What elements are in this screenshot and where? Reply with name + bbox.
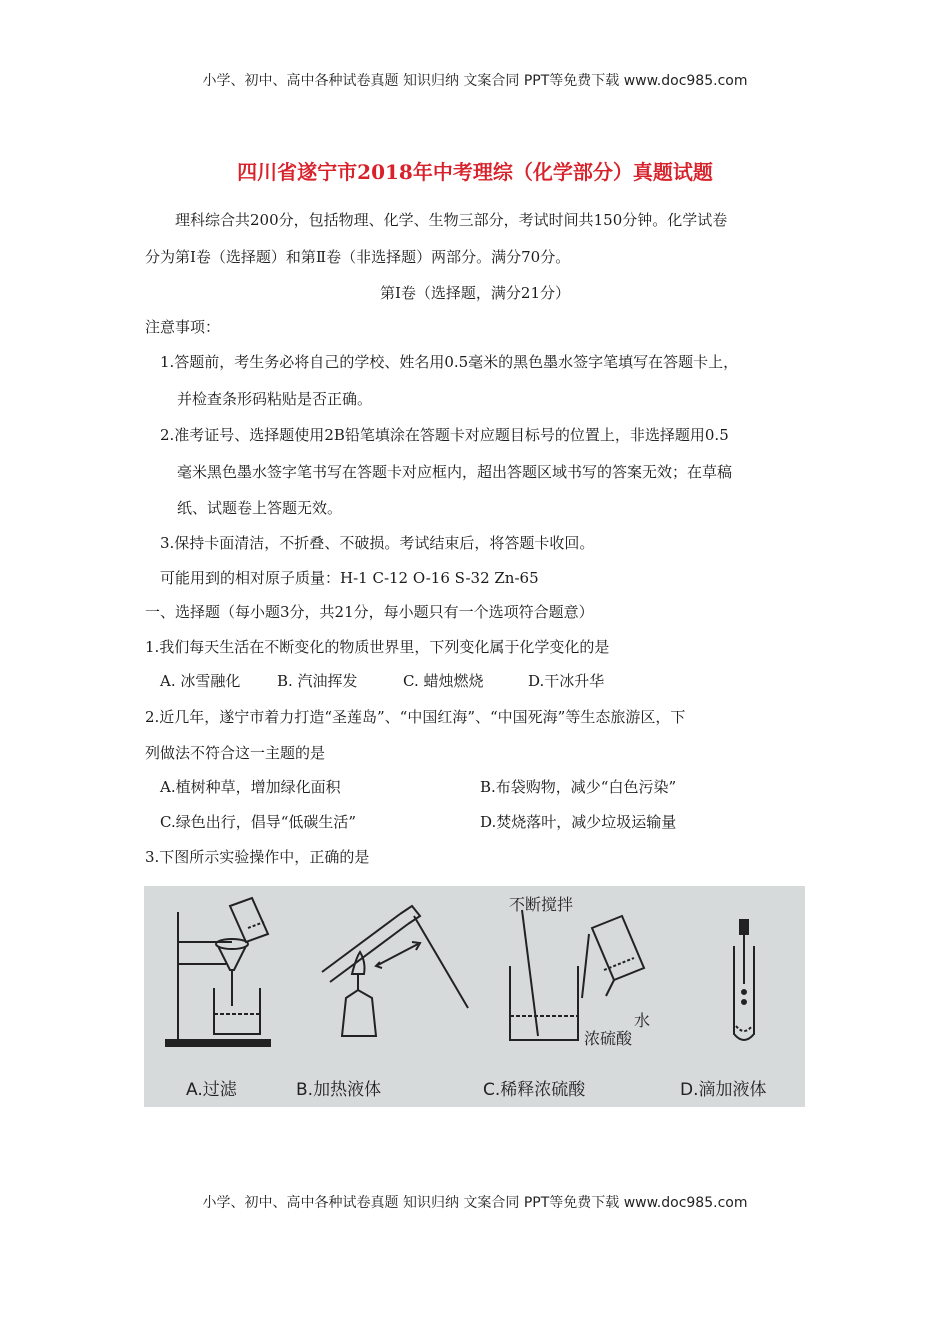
notes-heading: 注意事项： <box>145 318 221 336</box>
lab-operations-figure <box>144 886 805 1107</box>
caption-b: B.加热液体 <box>296 1080 382 1100</box>
note-1: 1.答题前，考生务必将自己的学校、姓名用0.5毫米的黑色墨水签字笔填写在答题卡上， <box>160 353 739 371</box>
note-3: 3.保持卡面清洁，不折叠、不破损。考试结束后，将答题卡收回。 <box>160 534 595 552</box>
intro-line-1: 理科综合共200分，包括物理、化学、生物三部分，考试时间共150分钟。化学试卷 <box>175 211 728 229</box>
dropper-apparatus <box>734 920 754 1040</box>
note-2: 2.准考证号、选择题使用2B铅笔填涂在答题卡对应题目标号的位置上，非选择题用0.5 <box>160 426 729 444</box>
q1-option-a: A. 冰雪融化 <box>160 672 241 690</box>
caption-c: C.稀释浓硫酸 <box>483 1080 586 1100</box>
atomic-masses: 可能用到的相对原子质量：H-1 C-12 O-16 S-32 Zn-65 <box>160 569 539 587</box>
q2-option-d: D.焚烧落叶，减少垃圾运输量 <box>480 813 677 831</box>
intro-line-2: 分为第Ⅰ卷（选择题）和第Ⅱ卷（非选择题）两部分。满分70分。 <box>145 248 571 266</box>
caption-a: A.过滤 <box>186 1080 237 1100</box>
q2-option-b: B.布袋购物，减少“白色污染” <box>480 778 677 796</box>
heating-liquid-apparatus <box>322 906 468 1036</box>
note-1-cont: 并检查条形码粘贴是否正确。 <box>177 390 373 408</box>
section-title: 第Ⅰ卷（选择题，满分21分） <box>379 284 570 302</box>
caption-d: D.滴加液体 <box>680 1080 767 1100</box>
q3-stem: 3.下图所示实验操作中，正确的是 <box>145 848 370 866</box>
q2-option-c: C.绿色出行，倡导“低碳生活” <box>160 813 357 831</box>
q1-option-d: D.干冰升华 <box>528 672 605 690</box>
page-header: 小学、初中、高中各种试卷真题 知识归纳 文案合同 PPT等免费下载 www.doc985.com <box>202 73 748 89</box>
note-2-cont-1: 毫米黑色墨水签字笔书写在答题卡对应框内，超出答题区域书写的答案无效；在草稿 <box>177 463 733 481</box>
page-title: 四川省遂宁市2018年中考理综（化学部分）真题试题 <box>237 160 713 184</box>
q1-option-c: C. 蜡烛燃烧 <box>403 672 484 690</box>
part-one-heading: 一、选择题（每小题3分，共21分，每小题只有一个选项符合题意） <box>145 603 594 621</box>
q2-stem-2: 列做法不符合这一主题的是 <box>145 744 326 762</box>
label-water: 水 <box>634 1011 651 1030</box>
dilution-apparatus <box>510 910 644 1040</box>
label-acid: 浓硫酸 <box>584 1029 633 1048</box>
label-stir: 不断搅拌 <box>509 895 574 914</box>
q1-option-b: B. 汽油挥发 <box>277 672 358 690</box>
q2-option-a: A.植树种草，增加绿化面积 <box>160 778 341 796</box>
q1-stem: 1.我们每天生活在不断变化的物质世界里，下列变化属于化学变化的是 <box>145 638 610 656</box>
filtration-apparatus <box>166 898 270 1046</box>
q2-stem-1: 2.近几年，遂宁市着力打造“圣莲岛”、“中国红海”、“中国死海”等生态旅游区，下 <box>145 708 686 726</box>
lab-apparatus-drawing <box>144 886 805 1107</box>
note-2-cont-2: 纸、试题卷上答题无效。 <box>177 499 343 517</box>
page-footer: 小学、初中、高中各种试卷真题 知识归纳 文案合同 PPT等免费下载 www.doc985.com <box>202 1195 748 1211</box>
